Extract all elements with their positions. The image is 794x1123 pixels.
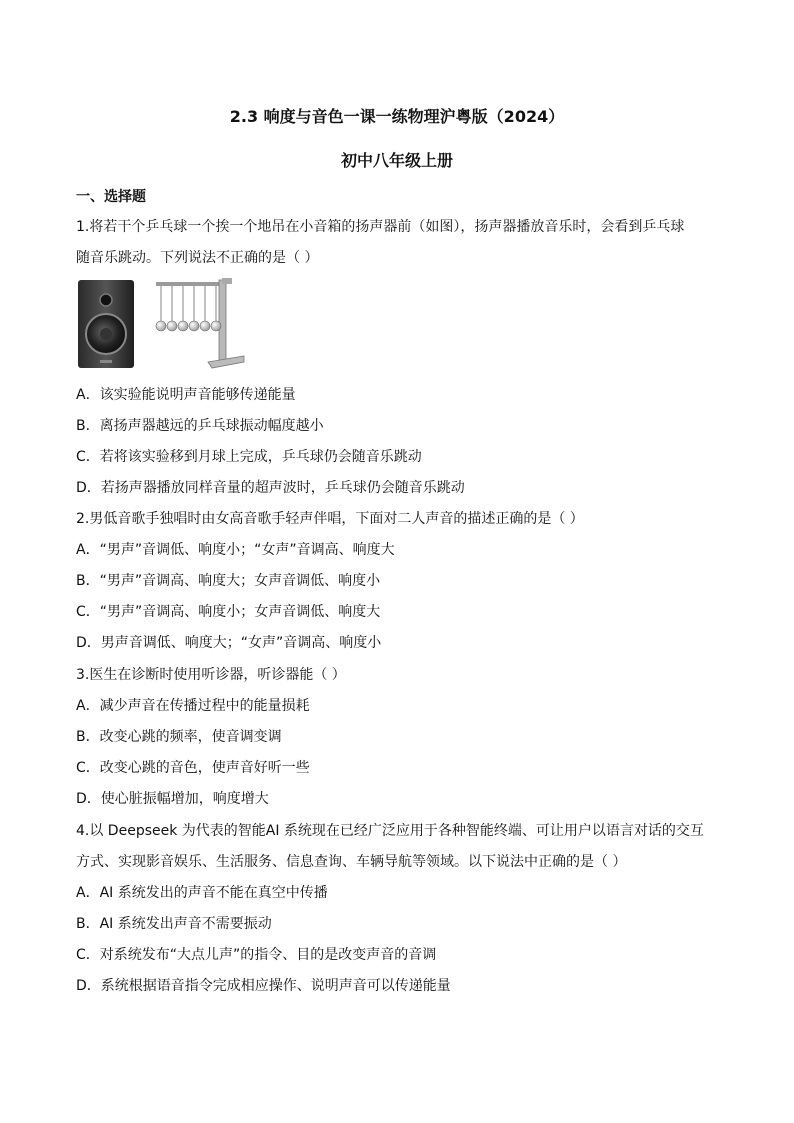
question-3-option-a: A．减少声音在传播过程中的能量损耗 xyxy=(76,698,310,714)
question-2-stem: 2.男低音歌手独唱时由女高音歌手轻声伴唱，下面对二人声音的描述正确的是（ ） xyxy=(76,511,584,527)
ball-2 xyxy=(167,321,177,331)
question-4-option-b: B．AI 系统发出声音不需要振动 xyxy=(76,916,272,932)
question-1-stem-line-2: 随音乐跳动。下列说法不正确的是（ ） xyxy=(76,250,319,266)
question-3-stem: 3.医生在诊断时使用听诊器，听诊器能（ ） xyxy=(76,667,346,683)
question-1-option-a: A．该实验能说明声音能够传递能量 xyxy=(76,387,296,403)
speaker-pingpong-figure xyxy=(76,278,248,372)
ball-3 xyxy=(178,321,188,331)
stand-pole xyxy=(219,280,226,364)
question-1-option-b: B．离扬声器越远的乒乓球振动幅度越小 xyxy=(76,418,324,434)
section-heading: 一、选择题 xyxy=(76,189,146,205)
question-2-option-b: B．“男声”音调高、响度大；女声音调低、响度小 xyxy=(76,573,381,589)
ball-1 xyxy=(156,321,166,331)
document-subtitle: 初中八年级上册 xyxy=(340,151,453,170)
ball-5 xyxy=(200,321,210,331)
question-2-option-a: A．“男声”音调低、响度小；“女声”音调高、响度大 xyxy=(76,542,395,558)
question-2-option-c: C．“男声”音调高、响度小；女声音调低、响度大 xyxy=(76,604,381,620)
tweeter xyxy=(100,294,112,306)
stand-bar xyxy=(156,282,222,286)
question-1-option-c: C．若将该实验移到月球上完成，乒乓球仍会随音乐跳动 xyxy=(76,449,422,465)
document-title: 2.3 响度与音色一课一练物理沪粤版（2024） xyxy=(229,107,565,126)
question-4-option-a: A．AI 系统发出的声音不能在真空中传播 xyxy=(76,885,328,901)
question-1-stem-line-1: 1.将若干个乒乓球一个挨一个地吊在小音箱的扬声器前（如图），扬声器播放音乐时，会看到乒乓球 xyxy=(76,219,685,235)
question-4-stem-line-1: 4.以 Deepseek 为代表的智能AI 系统现在已经广泛应用于各种智能终端、可让用户以语言对话的交互 xyxy=(76,823,704,839)
question-4-option-d: D．系统根据语音指令完成相应操作、说明声音可以传递能量 xyxy=(76,978,451,994)
question-4-option-c: C．对系统发布“大点儿声”的指令、目的是改变声音的音调 xyxy=(76,947,437,963)
ball-6 xyxy=(211,321,221,331)
question-4-stem-line-2: 方式、实现影音娱乐、生活服务、信息查询、车辆导航等领域。以下说法中正确的是（ ） xyxy=(76,854,627,870)
question-1-option-d: D．若扬声器播放同样音量的超声波时，乒乓球仍会随音乐跳动 xyxy=(76,480,465,496)
question-3-option-d: D．使心脏振幅增加，响度增大 xyxy=(76,791,269,807)
question-3-option-c: C．改变心跳的音色，使声音好听一些 xyxy=(76,760,310,776)
question-3-option-b: B．改变心跳的频率，使音调变调 xyxy=(76,729,282,745)
question-2-option-d: D．男声音调低、响度大；“女声”音调高、响度小 xyxy=(76,635,382,651)
ball-4 xyxy=(189,321,199,331)
